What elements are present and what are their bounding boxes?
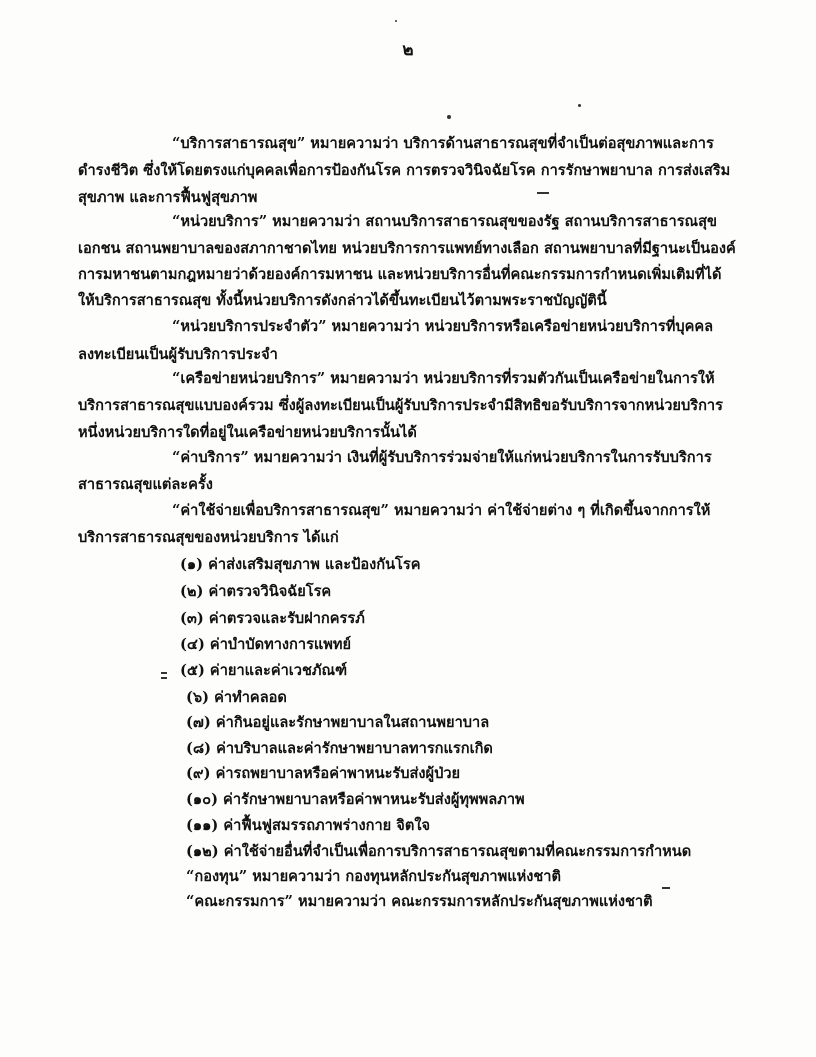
expense-item: (๙) ค่ารถพยาบาลหรือค่าพาหนะรับส่งผู้ป่วย	[186, 765, 461, 782]
definition-service-fee-line-1: “ค่าบริการ” หมายความว่า เงินที่ผู้รับบริการร่วมจ่ายให้แก่หน่วยบริการในการรับบริการ	[172, 449, 712, 466]
expense-item: (๑๐) ค่ารักษาพยาบาลหรือค่าพาหนะรับส่งผู้ทุพพลภาพ	[186, 791, 525, 808]
expense-item: (๖) ค่าทำคลอด	[186, 689, 287, 706]
scan-speck	[395, 20, 397, 22]
scan-speck	[578, 104, 581, 107]
expense-item: (๗) ค่ากินอยู่และรักษาพยาบาลในสถานพยาบาล	[186, 714, 490, 731]
definition-service-unit-line-3: การมหาชนตามกฎหมายว่าด้วยองค์การมหาชน และหน่วยบริการอื่นที่คณะกรรมการกำหนดเพิ่มเติมที่ได้	[78, 266, 722, 283]
scan-speck	[447, 115, 451, 119]
definition-health-expense-line-1: “ค่าใช้จ่ายเพื่อบริการสาธารณสุข” หมายความว่า ค่าใช้จ่ายต่าง ๆ ที่เกิดขึ้นจากการให้	[172, 502, 711, 519]
definition-service-unit-line-4: ให้บริการสาธารณสุข ทั้งนี้หน่วยบริการดังกล่าวได้ขึ้นทะเบียนไว้ตามพระราชบัญญัตินี้	[78, 292, 607, 309]
definition-registered-unit-line-1: “หน่วยบริการประจำตัว” หมายความว่า หน่วยบริการหรือเครือข่ายหน่วยบริการที่บุคคล	[172, 318, 714, 335]
expense-item: (๑) ค่าส่งเสริมสุขภาพ และป้องกันโรค	[180, 556, 421, 573]
expense-item: (๕) ค่ายาและค่าเวชภัณฑ์	[180, 662, 348, 679]
definition-service-network-line-3: หนึ่งหน่วยบริการใดที่อยู่ในเครือข่ายหน่วยบริการนั้นได้	[78, 424, 417, 441]
page-number: ๒	[402, 40, 414, 60]
expense-item: (๑๒) ค่าใช้จ่ายอื่นที่จำเป็นเพื่อการบริการสาธารณสุขตามที่คณะกรรมการกำหนด	[186, 843, 692, 860]
definition-service-unit-line-1: “หน่วยบริการ” หมายความว่า สถานบริการสาธารณสุขของรัฐ สถานบริการสาธารณสุข	[172, 213, 717, 230]
scan-mark	[161, 672, 167, 674]
scan-mark	[537, 192, 549, 194]
scan-mark	[662, 887, 670, 889]
definition-public-health-service-line-1: “บริการสาธารณสุข” หมายความว่า บริการด้านสาธารณสุขที่จำเป็นต่อสุขภาพและการ	[172, 135, 714, 152]
scan-mark	[161, 677, 167, 679]
expense-item: (๔) ค่าบำบัดทางการแพทย์	[180, 636, 352, 653]
definition-service-network-line-2: บริการสาธารณสุขแบบองค์รวม ซึ่งผู้ลงทะเบียนเป็นผู้รับบริการประจำมีสิทธิขอรับบริการจากหน่วยบริการ	[78, 397, 723, 414]
definition-registered-unit-line-2: ลงทะเบียนเป็นผู้รับบริการประจำ	[78, 346, 278, 363]
definition-public-health-service-line-3: สุขภาพ และการฟื้นฟูสุขภาพ	[78, 189, 258, 206]
definition-public-health-service-line-2: ดำรงชีวิต ซึ่งให้โดยตรงแก่บุคคลเพื่อการป้องกันโรค การตรวจวินิจฉัยโรค การรักษาพยาบาล การส่งเสริม	[78, 162, 731, 179]
definition-health-expense-line-2: บริการสาธารณสุขของหน่วยบริการ ได้แก่	[78, 529, 339, 546]
expense-item: (๘) ค่าบริบาลและค่ารักษาพยาบาลทารกแรกเกิด	[186, 740, 493, 757]
expense-item: (๓) ค่าตรวจและรับฝากครรภ์	[180, 610, 365, 627]
definition-service-unit-line-2: เอกชน สถานพยาบาลของสภากาชาดไทย หน่วยบริการการแพทย์ทางเลือก สถานพยาบาลที่มีฐานะเป็นองค์	[78, 240, 736, 257]
definition-service-fee-line-2: สาธารณสุขแต่ละครั้ง	[78, 476, 213, 493]
expense-item: (๒) ค่าตรวจวินิจฉัยโรค	[180, 583, 332, 600]
expense-item: (๑๑) ค่าฟื้นฟูสมรรถภาพร่างกาย จิตใจ	[186, 817, 431, 834]
definition-service-network-line-1: “เครือข่ายหน่วยบริการ” หมายความว่า หน่วยบริการที่รวมตัวกันเป็นเครือข่ายในการให้	[172, 370, 715, 387]
definition-committee: “คณะกรรมการ” หมายความว่า คณะกรรมการหลักประกันสุขภาพแห่งชาติ	[186, 893, 653, 910]
definition-fund: “กองทุน” หมายความว่า กองทุนหลักประกันสุขภาพแห่งชาติ	[186, 868, 561, 885]
